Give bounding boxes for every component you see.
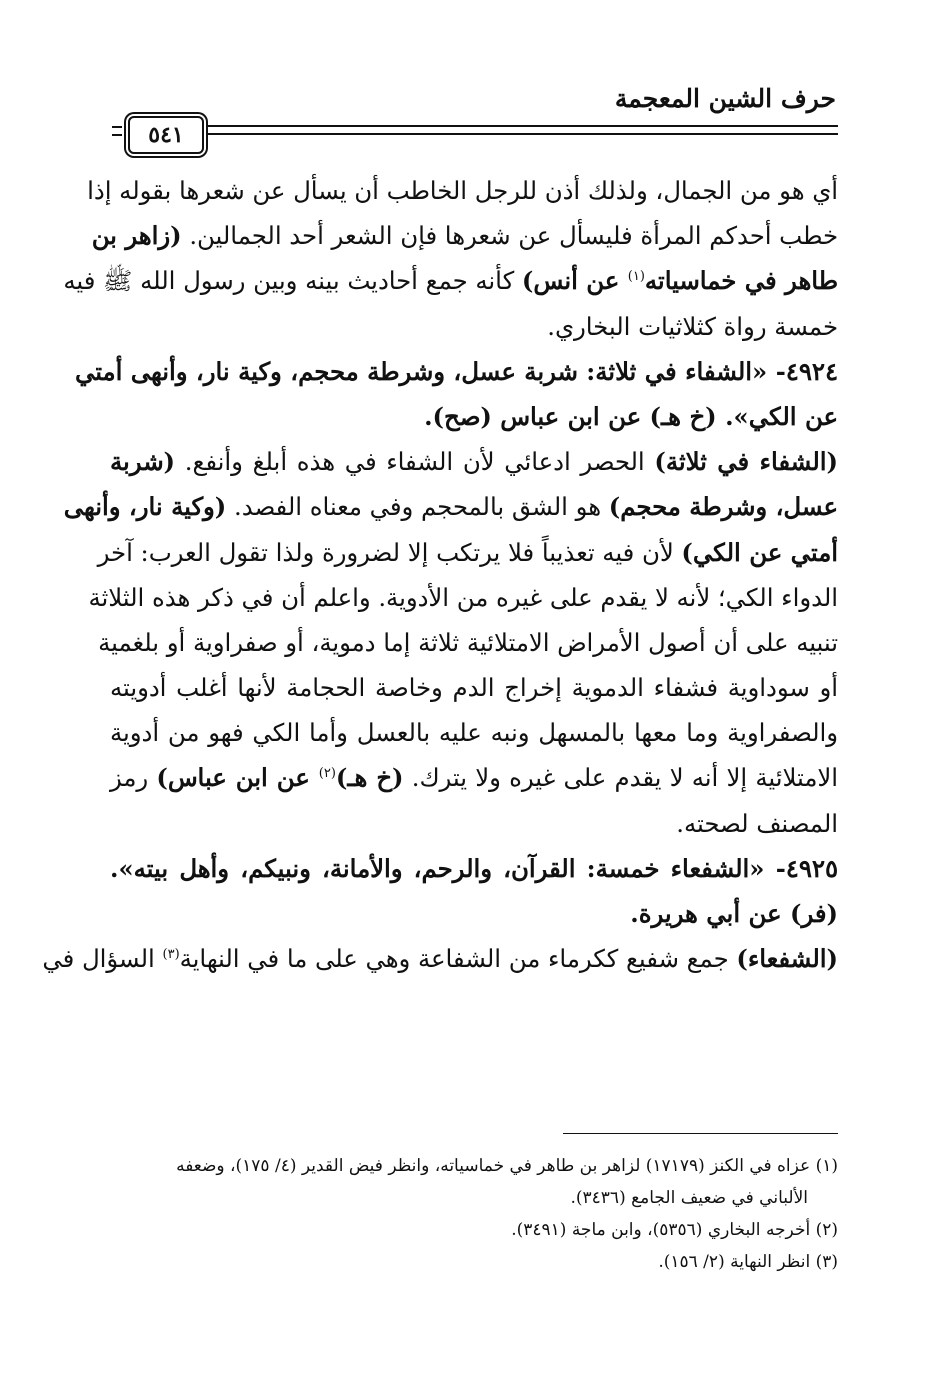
- text-line: [88, 575, 838, 620]
- text-line: [110, 801, 838, 846]
- text-segment: الامتلائية إلا أنه لا يقدم على غيره ولا يترك.: [403, 763, 838, 793]
- bold-text: (فر) عن أبي هريرة.: [630, 899, 838, 928]
- bold-text: عن الكي». (خ هـ) عن ابن عباس (صح).: [424, 401, 838, 431]
- text-segment: أو سوداوية فشفاء الدموية إخراج الدم وخاصة الحجامة لأنها أغلب أدويته: [110, 673, 838, 703]
- text-line: [63, 258, 838, 303]
- bold-text: أمتي عن الكي): [681, 537, 838, 567]
- text-line: [74, 349, 838, 394]
- text-line: [110, 665, 838, 710]
- text-line: [87, 168, 838, 213]
- text-segment: المصنف لصحته.: [676, 808, 838, 838]
- text-segment: جمع شفيع ككرماء من الشفاعة وهي على ما في النهاية: [179, 944, 737, 974]
- footnote-marker: (٢): [318, 766, 336, 782]
- text-segment: كأنه جمع أحاديث بينه وبين رسول الله ﷺ فيه: [63, 266, 522, 296]
- footnote-1: (١) عزاه في الكنز (١٧١٧٩) لزاهر بن طاهر في خماسياته، وانظر فيض القدير (٤/ ١٧٥)، وضعفه: [176, 1156, 838, 1176]
- text-line: [110, 891, 838, 936]
- bold-text: ٤٩٢٤- «الشفاء في ثلاثة: شربة عسل، وشرطة محجم، وكية نار، وأنهى أمتي: [74, 356, 838, 386]
- text-line: [110, 394, 838, 439]
- text-segment: الدواء الكي؛ لأنه لا يقدم على غيره من الأدوية. واعلم أن في ذكر هذه الثلاثة: [88, 582, 838, 612]
- text-segment: السؤال في: [42, 944, 163, 974]
- bold-text: (وكية نار، وأنهى: [63, 492, 227, 522]
- text-line: [110, 755, 838, 800]
- footnote-2: (٢) أخرجه البخاري (٥٣٥٦)، وابن ماجة (٣٤٩١).: [511, 1220, 838, 1240]
- text-segment: لأن فيه تعذيباً فلا يرتكب إلا لضرورة ولذا تقول العرب: آخر: [97, 537, 682, 567]
- text-segment: الحصر ادعائي لأن الشفاء في هذه أبلغ وأنفع.: [175, 447, 655, 477]
- footnotes: [110, 1150, 838, 1278]
- footnote-marker: (٣): [162, 947, 180, 963]
- bold-text: (الشفعاء): [736, 944, 838, 974]
- running-header-title: حرف الشين المعجمة: [614, 84, 836, 113]
- bold-text: ٤٩٢٥- «الشفعاء خمسة: القرآن، والرحم، والأمانة، ونبيكم، وأهل بيته».: [110, 853, 838, 883]
- text-line: [91, 213, 838, 258]
- bold-text: (الشفاء في ثلاثة): [654, 447, 838, 477]
- footnote-marker: (١): [627, 269, 645, 285]
- text-segment: خطب أحدكم المرأة فليسأل عن شعرها فإن الشعر أحد الجمالين.: [181, 221, 838, 251]
- bold-text: (شربة: [110, 447, 176, 477]
- header-rule-top: [205, 125, 838, 127]
- bold-text: (خ هـ): [335, 763, 404, 793]
- text-segment: والصفراوية وما معها بالمسهل ونبه عليه بالعسل وأما الكي فهو من أدوية: [110, 718, 838, 748]
- footnote-1-continued: الألباني في ضعيف الجامع (٣٤٣٦).: [570, 1188, 808, 1208]
- page-number-ornament: [112, 126, 122, 128]
- page-number: ٥٤١: [148, 122, 184, 148]
- text-segment: تنبيه على أن أصول الأمراض الامتلائية ثلاثة إما دموية، أو صفراوية أو بلغمية: [98, 627, 838, 657]
- text-line: [110, 439, 838, 484]
- bold-text: عن ابن عباس): [156, 763, 319, 793]
- text-segment: خمسة رواة كثلاثيات البخاري.: [547, 311, 838, 341]
- text-line: [97, 530, 838, 575]
- page-number-frame: [128, 116, 204, 154]
- text-segment: هو الشق بالمحجم وفي معناه الفصد.: [226, 492, 609, 522]
- header-rule-bottom: [205, 133, 838, 135]
- bold-text: طاهر في خماسياته: [644, 266, 838, 296]
- main-text: [42, 168, 838, 981]
- text-segment: أي هو من الجمال، ولذلك أذن للرجل الخاطب أن يسأل عن شعرها بقوله إذا: [87, 176, 838, 205]
- bold-text: عسل، وشرطة محجم): [608, 492, 838, 522]
- text-segment: رمز: [110, 763, 157, 793]
- text-line: [98, 620, 838, 665]
- bold-text: (زاهر بن: [91, 221, 182, 251]
- text-line: [63, 484, 838, 529]
- text-line: [110, 304, 838, 349]
- text-line: [110, 710, 838, 755]
- text-line: [42, 936, 838, 981]
- footnote-separator: [563, 1133, 838, 1134]
- bold-text: عن أنس): [521, 266, 628, 296]
- footnote-3: (٣) انظر النهاية (٢/ ١٥٦).: [658, 1252, 838, 1272]
- text-line: [110, 846, 838, 891]
